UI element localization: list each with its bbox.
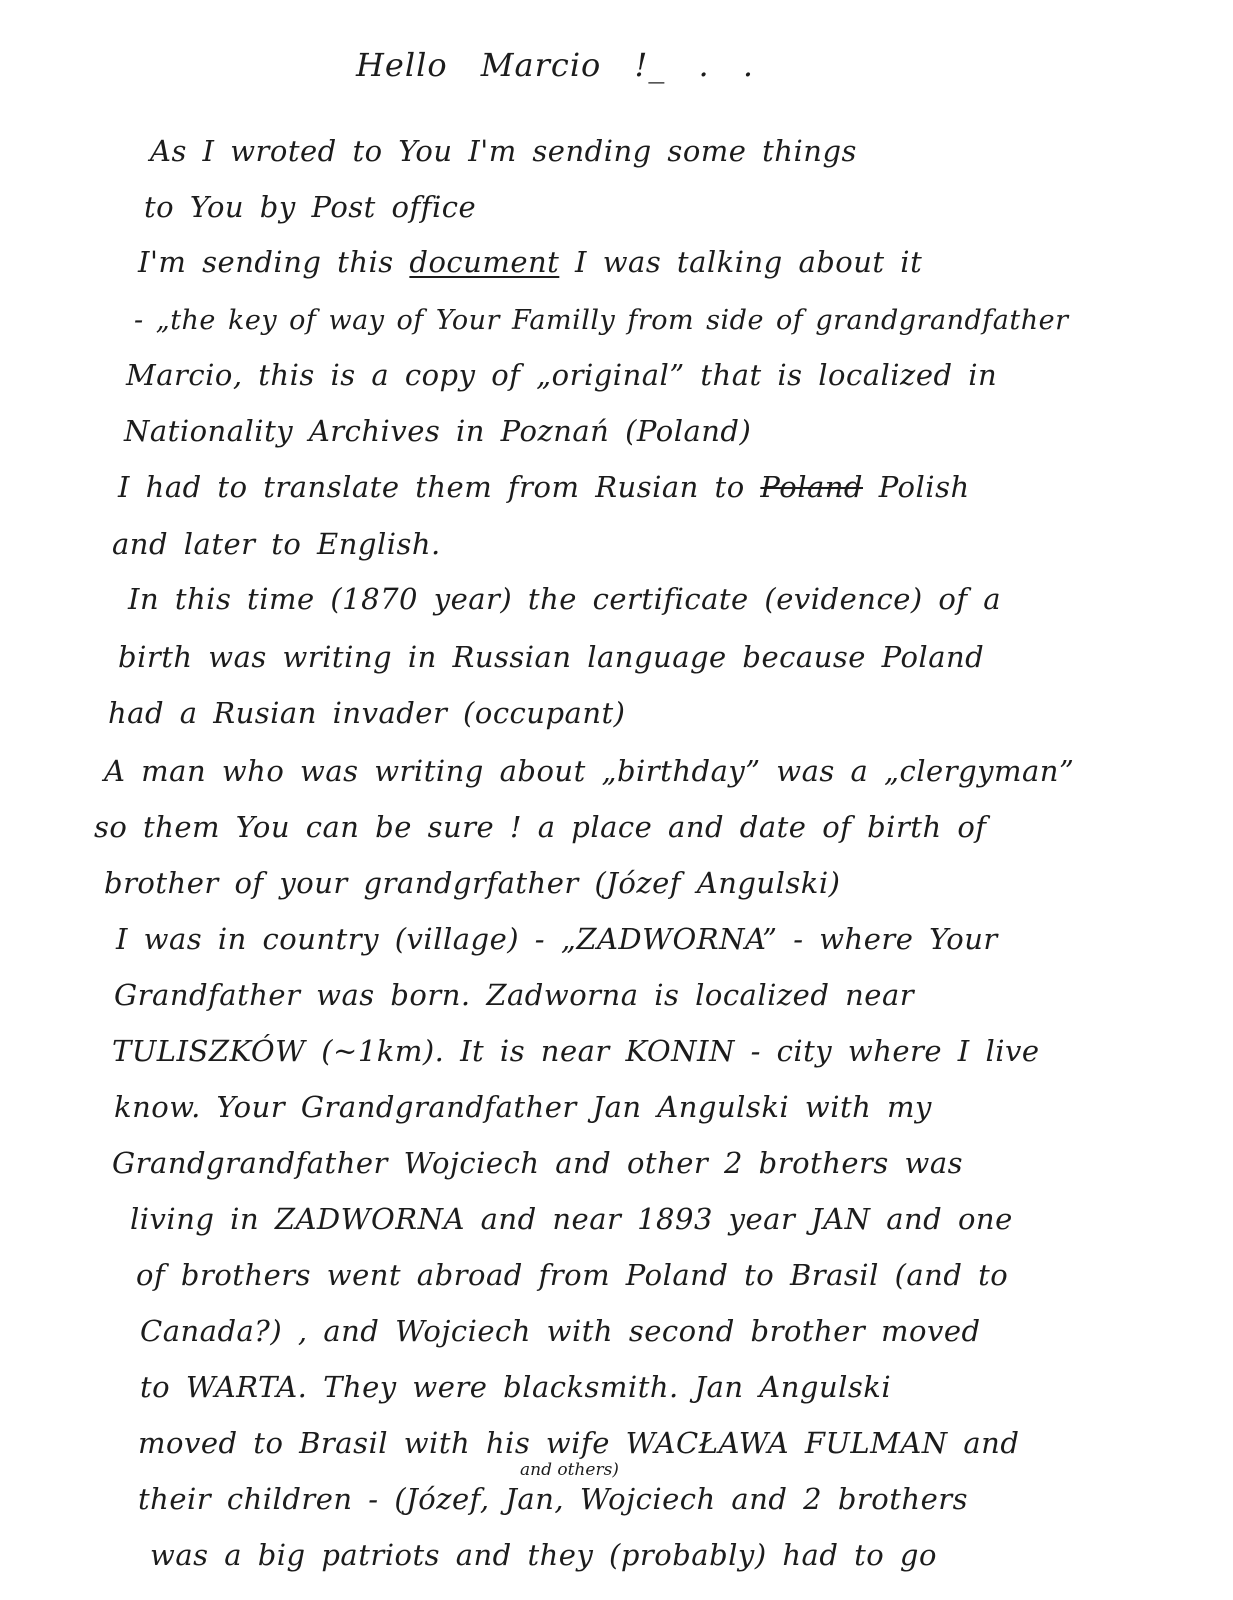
letter-line: and later to English. <box>112 527 441 561</box>
letter-line-text: Polish <box>863 470 970 504</box>
letter-line: living in ZADWORNA and near 1893 year JAN and one <box>130 1202 1013 1236</box>
letter-line: As I wroted to You I'm sending some things <box>150 134 857 168</box>
underlined-word: document <box>409 245 560 279</box>
letter-line: brother of your grandgrfather (Józef Angulski) <box>104 866 841 900</box>
letter-line: - „the key of way of Your Familly from side of grandgrandfather <box>134 305 1069 336</box>
letter-line: I was in country (village) - „ZADWORNA” - where Your <box>116 922 998 956</box>
letter-line: Nationality Archives in Poznań (Poland) <box>124 414 752 448</box>
letter-line: their children - (Józef, Jan, Wojciech and 2 brothers <box>138 1482 968 1516</box>
letter-line: of brothers went abroad from Poland to Brasil (and to <box>136 1258 1009 1292</box>
letter-line <box>138 245 922 279</box>
letter-line: birth was writing in Russian language because Poland <box>118 640 985 674</box>
inserted-note: and others) <box>520 1460 619 1480</box>
letter-line: so them You can be sure ! a place and date of birth of <box>94 810 987 844</box>
letter-line: to WARTA. They were blacksmith. Jan Angulski <box>140 1370 892 1404</box>
letter-line: was a big patriots and they (probably) had to go <box>150 1538 937 1572</box>
letter-line: Grandfather was born. Zadworna is localized near <box>114 978 915 1012</box>
letter-line: moved to Brasil with his wife WACŁAWA FULMAN and <box>138 1426 1020 1460</box>
letter-line-text: I was talking about it <box>559 245 923 279</box>
crossed-out-word: Poland <box>760 470 863 504</box>
letter-line <box>118 470 970 504</box>
letter-line: A man who was writing about „birthday” was a „clergyman” <box>104 754 1075 788</box>
letter-line: know. Your Grandgrandfather Jan Angulski with my <box>114 1090 932 1124</box>
letter-line: Grandgrandfather Wojciech and other 2 brothers was <box>112 1146 964 1180</box>
letter-line: had a Rusian invader (occupant) <box>108 696 626 730</box>
letter-line-text: I had to translate them from Rusian to <box>118 470 761 504</box>
letter-line: Canada?) , and Wojciech with second brother moved <box>140 1314 981 1348</box>
letter-line: TULISZKÓW (~1km). It is near KONIN - city where I live <box>112 1034 1040 1068</box>
letter-line: to You by Post office <box>144 190 477 224</box>
letter-line-text: I'm sending this <box>138 245 410 279</box>
greeting: Hello Marcio !_ . . <box>356 46 755 84</box>
letter-line: Marcio, this is a copy of „original” that is localized in <box>126 358 998 392</box>
letter-line: In this time (1870 year) the certificate (evidence) of a <box>128 582 1002 616</box>
